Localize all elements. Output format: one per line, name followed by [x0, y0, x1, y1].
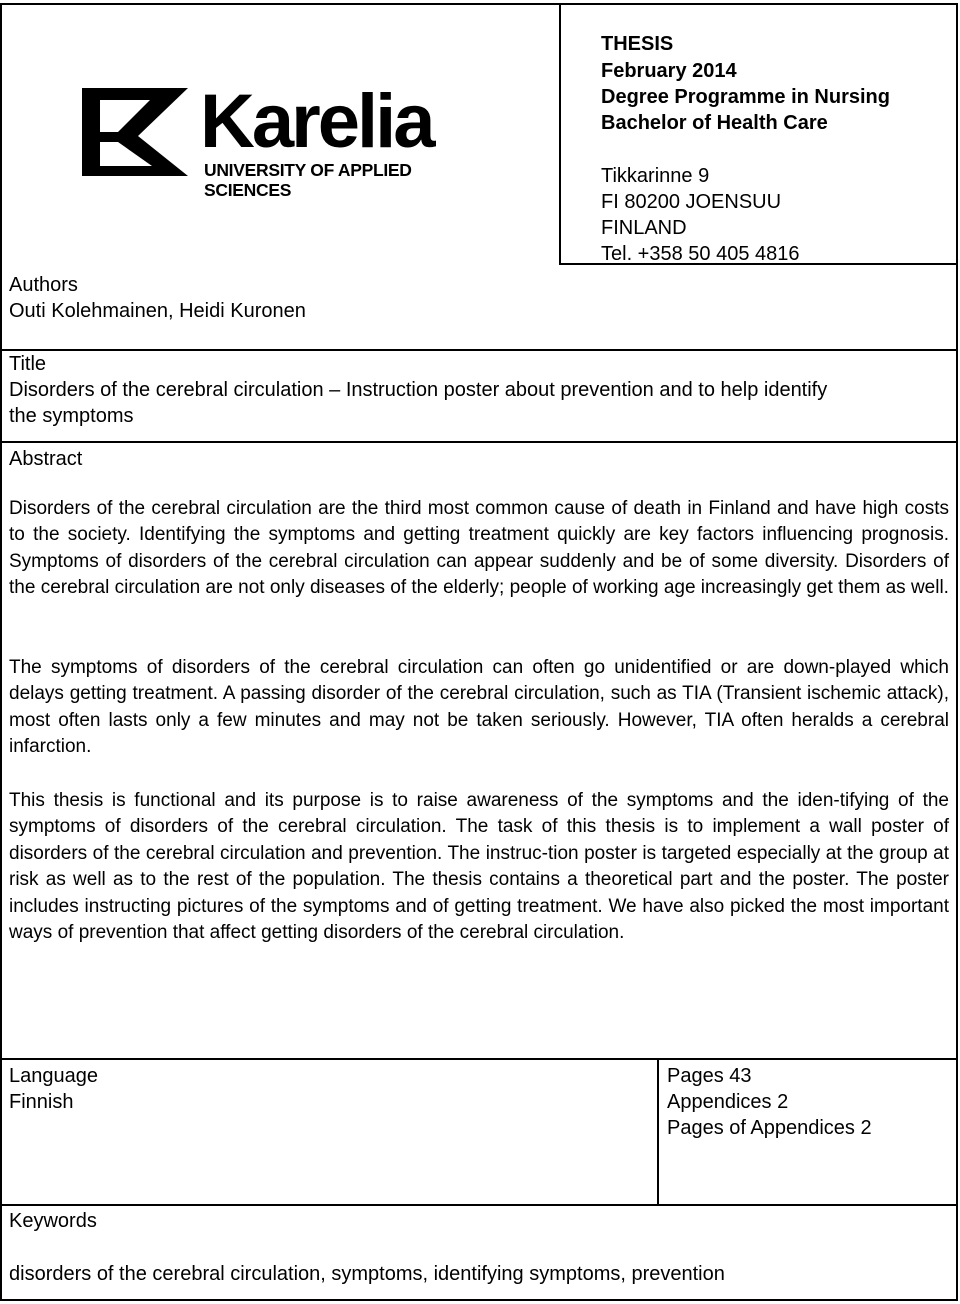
border-left — [0, 3, 2, 1301]
title-label: Title — [9, 353, 47, 375]
logo-subtitle: UNIVERSITY OF APPLIED SCIENCES — [204, 160, 412, 200]
authors-label: Authors — [9, 274, 78, 296]
border-top — [0, 3, 958, 5]
doc-type: THESIS — [601, 33, 674, 55]
keywords-label: Keywords — [9, 1210, 97, 1232]
border-bottom — [0, 1299, 958, 1301]
degree-title: Bachelor of Health Care — [601, 112, 828, 134]
title-line-1: Disorders of the cerebral circulation – Instruction poster about prevention and to help identify — [9, 379, 828, 401]
address-country: FINLAND — [601, 217, 687, 239]
pages-count: Pages 43 — [667, 1065, 752, 1087]
karelia-logo — [70, 79, 490, 200]
abstract-divider — [0, 1058, 958, 1060]
address-city: FI 80200 JOENSUU — [601, 191, 782, 213]
authors-divider — [0, 349, 958, 351]
title-divider — [0, 441, 958, 443]
border-right — [956, 3, 958, 1301]
abstract-paragraph-1: Disorders of the cerebral circulation are the third most common cause of death in Finland and have high costs to the society. Identifying the symptoms and getting treatment quickly are key factors influencing prognosis. Symptoms of disorders of the cerebral circulation can appear suddenly and be of some diversity. Disorders of the cerebral circulation are not only diseases of the elderly; people of working age increasingly get them as well. — [9, 498, 949, 599]
address-street: Tikkarinne 9 — [601, 165, 710, 187]
abstract-paragraph-2: The symptoms of disorders of the cerebral circulation can often go unidentified or are down-played which delays getting treatment. A passing disorder of the cerebral circulation, such as TIA (Transient ischemic attack), most often lasts only a few minutes and may not be taken seriously. However, TIA often heralds a cerebral infarction. — [9, 657, 949, 758]
authors-value: Outi Kolehmainen, Heidi Kuronen — [9, 300, 306, 322]
title-line-2: the symptoms — [9, 405, 134, 427]
keywords-value: disorders of the cerebral circulation, symptoms, identifying symptoms, prevention — [9, 1263, 725, 1285]
abstract-paragraph-3: This thesis is functional and its purpose is to raise awareness of the symptoms and the iden-tifying of the symptoms of disorders of the cerebral circulation. The task of this thesis is to implement a wall poster of disorders of the cerebral circulation and prevention. The instruc-tion poster is targeted especially at the group at risk as well as to the rest of the population. The thesis contains a theoretical part and the poster. The poster includes instructing pictures of the symptoms and of getting treatment. We have also picked the most important ways of prevention that affect getting disorders of the cerebral circulation. — [9, 790, 949, 944]
language-divider — [0, 1204, 958, 1206]
abstract-label: Abstract — [9, 448, 83, 470]
language-pages-divider — [657, 1058, 659, 1206]
appendix-pages-count: Pages of Appendices 2 — [667, 1117, 872, 1139]
logo-wordmark: Karelia — [200, 79, 433, 164]
phone-number: Tel. +358 50 405 4816 — [601, 243, 800, 265]
language-label: Language — [9, 1065, 98, 1087]
doc-date: February 2014 — [601, 60, 737, 82]
header-divider-vertical — [559, 3, 561, 265]
appendices-count: Appendices 2 — [667, 1091, 789, 1113]
language-value: Finnish — [9, 1091, 74, 1113]
karelia-k-mark-icon — [70, 80, 190, 180]
degree-programme: Degree Programme in Nursing — [601, 86, 890, 108]
